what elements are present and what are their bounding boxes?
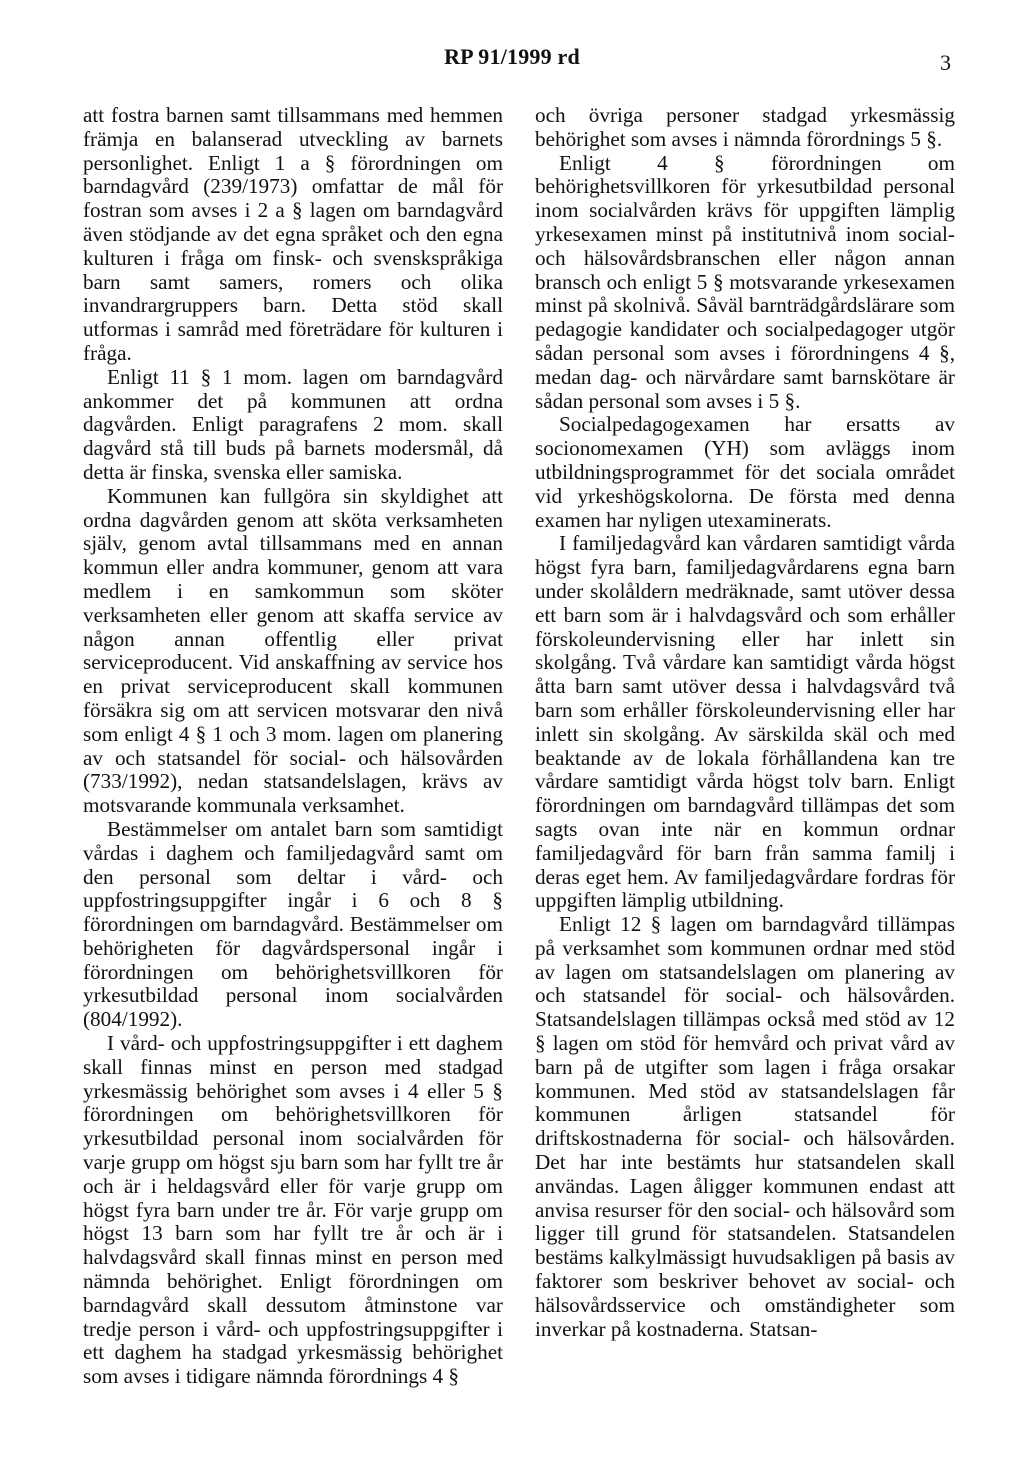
paragraph: Kommunen kan fullgöra sin skyldighet att ordna dagvården genom att sköta verksamheten själv, genom avtal tillsammans med en annan kommun eller andra kommuner, genom att vara medlem i en samkommun som sköter verksamheten eller genom att skaffa service av någon annan offentlig eller privat serviceproducent. Vid anskaffning av service hos en privat serviceproducent skall kommunen försäkra sig om att servicen motsvarar den nivå som enligt 4 § 1 och 3 mom. lagen om planering av och statsandel för social- och hälsovården (733/1992), nedan statsandelslagen, krävs av motsvarande kommunala verksamhet. — [83, 483, 503, 818]
paragraph: Socialpedagogexamen har ersatts av socionomexamen (YH) som avläggs inom utbildningsprogrammet för det sociala området vid yrkeshögskolorna. De första med denna examen har nyligen utexaminerats. — [535, 412, 955, 532]
paragraph: att fostra barnen samt tillsammans med hemmen främja en balanserad utveckling av barnets personlighet. Enligt 1 a § förordningen om barndagvård (239/1973) omfattar de mål för fostran som avses i 2 a § lagen om barndagvård även stödjande av det egna språket och den egna kulturen i fråga om finsk- och svenskspråkiga barn samt samers, romers och olika invandrargruppers barn. Detta stöd skall utformas i samråd med företrädare för kulturen i fråga. — [83, 103, 503, 365]
paragraph: I familjedagvård kan vårdaren samtidigt vårda högst fyra barn, familjedagvårdarens egna barn under skolåldern medräknade, samt utöver dessa ett barn som är i halvdagsvård och som erhåller förskoleundervisning eller har inlett sin skolgång. Två vårdare kan samtidigt vårda högst åtta barn samt utöver dessa i halvdagsvård två barn som erhåller förskoleundervisning eller har inlett sin skolgång. Av särskilda skäl och med beaktande av de lokala förhållandena kan tre vårdare samtidigt vårda högst tolv barn. Enligt förordningen om barndagvård tillämpas det som sagts ovan inte när en kommun ordnar familjedagvård för barn från samma familj i deras eget hem. Av familjedagvårdare fordras för uppgiften lämplig utbildning. — [535, 531, 955, 913]
paragraph: Enligt 4 § förordningen om behörighetsvillkoren för yrkesutbildad personal inom socialvården krävs för uppgiften lämplig yrkesexamen minst på institutnivå inom social- och hälsovårdsbranschen eller någon annan bransch och enligt 5 § motsvarande yrkesexamen minst på skolnivå. Såväl barnträdgårdslärare som pedagogie kandidater och socialpedagoger utgör sådan personal som avses i förordningens 4 §, medan dag- och närvårdare samt barnskötare är sådan personal som avses i 5 §. — [535, 150, 955, 413]
paragraph: I vård- och uppfostringsuppgifter i ett daghem skall finnas minst en person med stadgad yrkesmässig behörighet som avses i 4 eller 5 § förordningen om behörighetsvillkoren för yrkesutbildad personal inom socialvården för varje grupp om högst sju barn som har fyllt tre år och är i heldagsvård eller för varje grupp om högst fyra barn under tre år. För varje grupp om högst 13 barn som har fyllt tre år och är i halvdagsvård skall finnas minst en person med nämnda behörighet. Enligt förordningen om barndagvård skall dessutom åtminstone var tredje person i vård- och uppfostringsuppgifter i ett daghem ha stadgad yrkesmässig behörighet som avses i tidigare nämnda förordnings 4 § — [83, 1031, 503, 1389]
paragraph: Bestämmelser om antalet barn som samtidigt vårdas i daghem och familjedagvård samt om den personal som deltar i vård- och uppfostringsuppgifter ingår i 6 och 8 § förordningen om barndagvård. Bestämmelser om behörigheten för dagvårdspersonal ingår i förordningen om behörighetsvillkoren för yrkesutbildad personal inom socialvården (804/1992). — [83, 816, 503, 1032]
left-column — [83, 104, 503, 1389]
paragraph: och övriga personer stadgad yrkesmässig behörighet som avses i nämnda förordnings 5 §. — [535, 103, 955, 151]
right-column — [535, 104, 955, 1341]
page-number: 3 — [940, 50, 951, 75]
paragraph: Enligt 11 § 1 mom. lagen om barndagvård ankommer det på kommunen att ordna dagvården. Enligt paragrafens 2 mom. skall dagvård stå till buds på barnets modersmål, då detta är finska, svenska eller samiska. — [83, 364, 503, 484]
paragraph: Enligt 12 § lagen om barndagvård tillämpas på verksamhet som kommunen ordnar med stöd av lagen om statsandelslagen om planering av och statsandel för social- och hälsovården. Statsandelslagen tillämpas också med stöd av 12 § lagen om stöd för hemvård och privat vård av barn på de utgifter som lagen i fråga orsakar kommunen. Med stöd av statsandelslagen får kommunen årligen statsandel för driftskostnaderna för social- och hälsovården. Det har inte bestämts hur statsandelen skall användas. Lagen åligger kommunen endast att anvisa resurser för den social- och hälsovård som ligger till grund för statsandelen. Statsandelen bestäms kalkylmässigt huvudsakligen på basis av faktorer som beskriver behovet av social- och hälsovårdsservice och omständigheter som inverkar på kostnaderna. Statsan- — [535, 912, 955, 1341]
document-header-title: RP 91/1999 rd — [444, 44, 580, 69]
